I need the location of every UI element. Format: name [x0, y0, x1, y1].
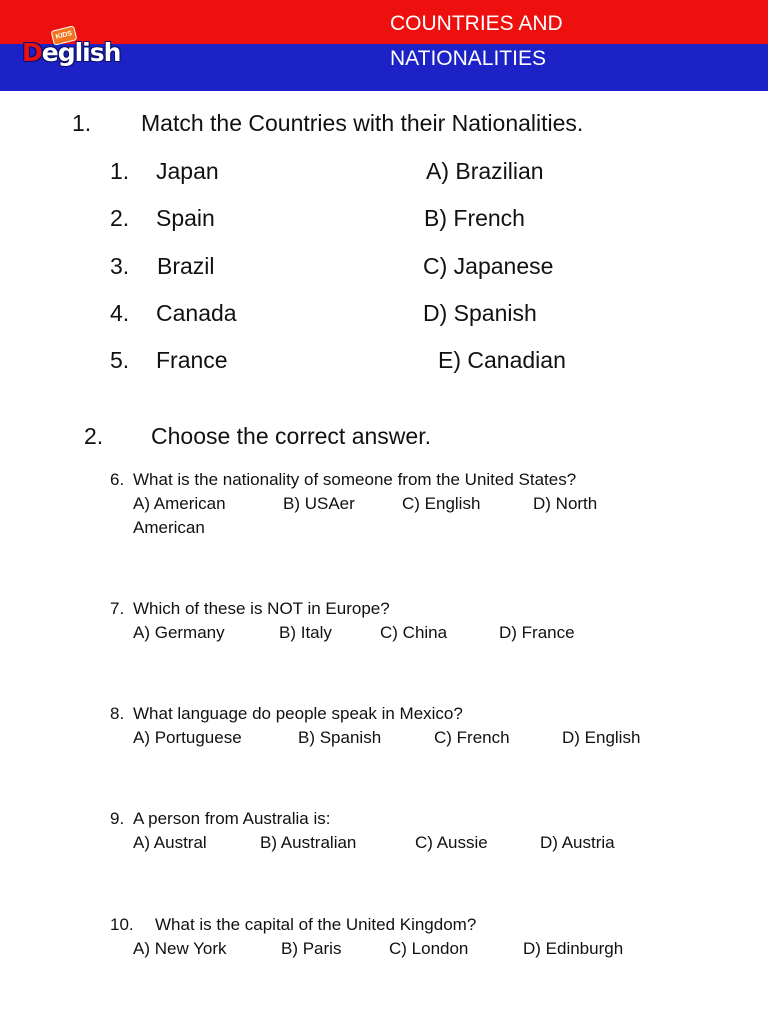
match-country: Brazil: [157, 253, 215, 279]
match-item-number: 3.: [110, 253, 130, 279]
question-text: What language do people speak in Mexico?: [133, 704, 463, 723]
page-title-line-2: NATIONALITIES: [390, 47, 546, 70]
answer-option: B) Italy: [279, 623, 332, 642]
section-1-title: Match the Countries with their Nationalities.: [141, 110, 584, 136]
answer-option: C) Aussie: [415, 833, 488, 852]
answer-option-continuation: American: [133, 518, 205, 537]
question-number: 10.: [110, 915, 134, 934]
question-text: Which of these is NOT in Europe?: [133, 599, 390, 618]
answer-option: A) Austral: [133, 833, 207, 852]
question-text: What is the nationality of someone from the United States?: [133, 470, 577, 489]
answer-option: D) France: [499, 623, 575, 642]
match-country: France: [156, 347, 228, 373]
question-number: 7.: [110, 599, 125, 618]
question-number: 9.: [110, 809, 125, 828]
answer-option: A) Portuguese: [133, 728, 242, 747]
deglish-logo: [22, 28, 120, 70]
logo-letters-rest: eglish: [41, 38, 121, 67]
question-number: 6.: [110, 470, 125, 489]
match-nationality-option: D) Spanish: [423, 300, 537, 326]
answer-option: C) French: [434, 728, 510, 747]
logo-letter-d: D: [22, 38, 42, 67]
answer-option: A) Germany: [133, 623, 225, 642]
match-nationality-option: E) Canadian: [438, 347, 566, 373]
answer-option: A) New York: [133, 939, 227, 958]
answer-option: D) Austria: [540, 833, 615, 852]
match-country: Spain: [156, 205, 215, 231]
question-text: A person from Australia is:: [133, 809, 331, 828]
question-number: 8.: [110, 704, 125, 723]
match-country: Canada: [156, 300, 237, 326]
match-item-number: 1.: [110, 158, 130, 184]
section-1-number: 1.: [72, 110, 92, 136]
answer-option: B) Spanish: [298, 728, 382, 747]
match-item-number: 2.: [110, 205, 130, 231]
answer-option: D) Edinburgh: [523, 939, 624, 958]
match-item-number: 4.: [110, 300, 130, 326]
question-text: What is the capital of the United Kingdom?: [155, 915, 477, 934]
answer-option: A) American: [133, 494, 226, 513]
answer-option: C) London: [389, 939, 469, 958]
header-banner: [0, 0, 768, 91]
match-nationality-option: B) French: [424, 205, 525, 231]
answer-option: B) USAer: [283, 494, 355, 513]
match-nationality-option: A) Brazilian: [426, 158, 544, 184]
logo-kids-badge: KIDS: [51, 25, 78, 45]
answer-option: B) Paris: [281, 939, 342, 958]
section-2-title: Choose the correct answer.: [151, 423, 431, 449]
answer-option: D) North: [533, 494, 598, 513]
answer-option: C) English: [402, 494, 481, 513]
answer-option: D) English: [562, 728, 641, 747]
match-nationality-option: C) Japanese: [423, 253, 554, 279]
answer-option: B) Australian: [260, 833, 357, 852]
logo-wordmark: [22, 38, 120, 68]
page-title-line-1: COUNTRIES AND: [390, 12, 563, 35]
answer-option: C) China: [380, 623, 448, 642]
match-item-number: 5.: [110, 347, 130, 373]
section-2-number: 2.: [84, 423, 104, 449]
match-country: Japan: [156, 158, 219, 184]
